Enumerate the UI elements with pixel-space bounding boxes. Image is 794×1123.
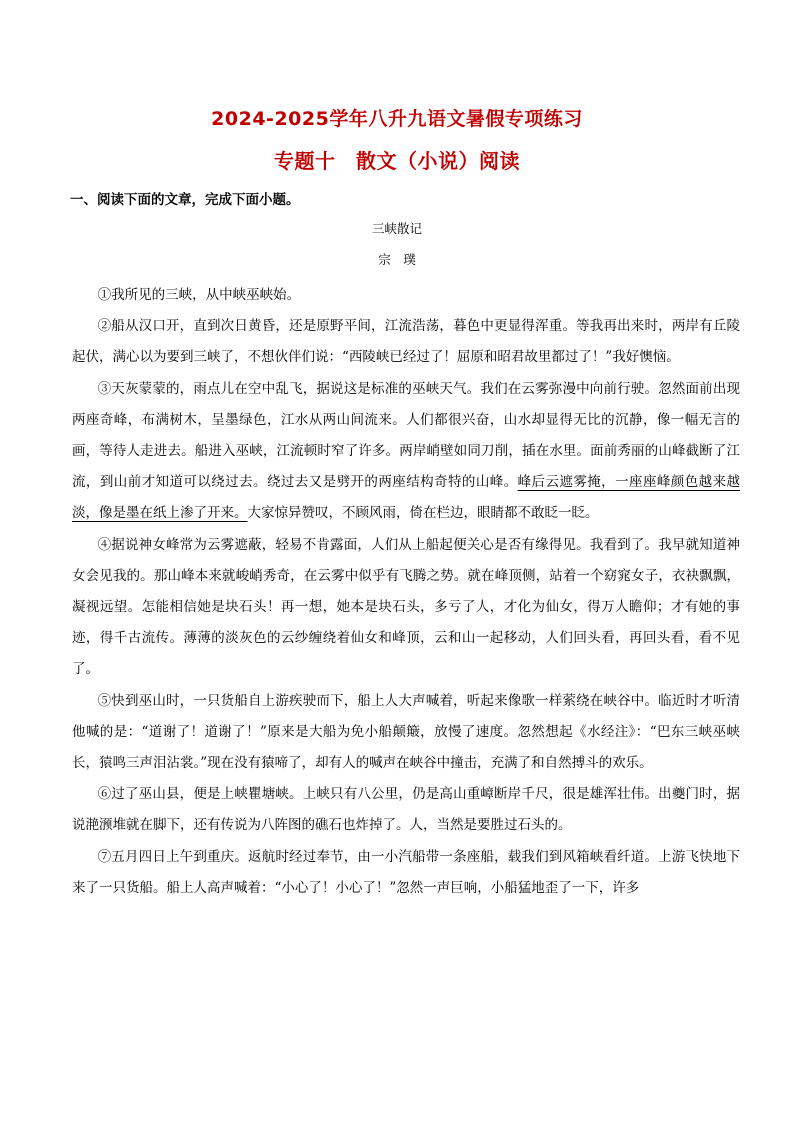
paragraph-7: ⑦五月四日上午到重庆。返航时经过奉节，由一小汽船带一条座船，载我们到风箱峡看纤道。上游飞快地下来了一只货船。船上人高声喊着：“小心了！小心了！”忽然一声巨响，小船猛地歪了一下，许多: [72, 848, 740, 896]
paragraph-4: ④据说神女峰常为云雾遮蔽，轻易不肯露面，人们从上船起便关心是否有缘得见。我看到了。我早就知道神女会见我的。那山峰本来就峻峭秀奇，在云雾中似乎有飞腾之势。就在峰顶侧，站着一个窈窕女子，衣袂飘飘，凝视远望。怎能相信她是块石头！再一想，她本是块石头，多亏了人，才化为仙女，得万人瞻仰；才有她的事迹，得千古流传。薄薄的淡灰色的云纱缠绕着仙女和峰顶，云和山一起移动，人们回头看，再回头看，看不见了。: [72, 536, 740, 678]
paragraph-1: ①我所见的三峡，从中峡巫峡始。: [97, 287, 301, 303]
paragraph-5: ⑤快到巫山时，一只货船自上游疾驶而下，船上人大声喊着，听起来像歌一样萦绕在峡谷中。临近时才听清他喊的是：“道谢了！道谢了！”原来是大船为免小船颠簸，放慢了速度。忽然想起《水经注》：“巴东三峡巫峡长，猿鸣三声泪沾裳。”现在没有猿啼了，却有人的喊声在峡谷中撞击，充满了和自然搏斗的欢乐。: [72, 692, 740, 772]
section-heading: 一、阅读下面的文章，完成下面小题。: [70, 192, 300, 208]
paragraph-3-tail: 大家惊异赞叹，不顾风雨，倚在栏边，眼睛都不敢眨一眨。: [247, 505, 599, 522]
article-author: 宗 璞: [378, 252, 416, 267]
paragraph-3: [72, 374, 740, 530]
document-title: 2024-2025学年八升九语文暑假专项练习: [211, 108, 583, 130]
article-body: [72, 280, 740, 904]
paragraph-6: ⑥过了巫山县，便是上峡瞿塘峡。上峡只有八公里，仍是高山重嶂断岸千尺，很是雄浑壮伟。出夔门时，据说滟滪堆就在脚下，还有传说为八阵图的礁石也炸掉了。人，当然是要胜过石头的。: [72, 786, 740, 834]
paragraph-2: ②船从汉口开，直到次日黄昏，还是原野平间，江流浩荡，暮色中更显得浑重。等我再出来时，两岸有丘陵起伏，满心以为要到三峡了，不想伙伴们说：“西陵峡已经过了！屈原和昭君故里都过了！”我好懊恼。: [72, 318, 740, 366]
paragraph-3-text: ③天灰蒙蒙的，雨点儿在空中乱飞，据说这是标准的巫峡天气。我们在云雾弥漫中向前行驶。忽然面前出现两座奇峰，布满树木，呈墨绿色，江水从两山间流来。人们都很兴奋，山水却显得无比的沉静，像一幅无言的画，等待人走进去。船进入巫峡，江流顿时窄了许多。两岸峭壁如同刀削，插在水里。面前秀丽的山峰截断了江流，到山前才知道可以绕过去。绕过去又是劈开的两座结构奇特的山峰。: [72, 380, 740, 491]
article-title: 三峡散记: [371, 221, 422, 236]
document-subtitle: 专题十 散文（小说）阅读: [274, 149, 520, 173]
underlined-sentence: 峰后云遮雾掩，一座座峰颜色越来越淡，像是墨在纸上渗了开来。: [72, 474, 741, 522]
